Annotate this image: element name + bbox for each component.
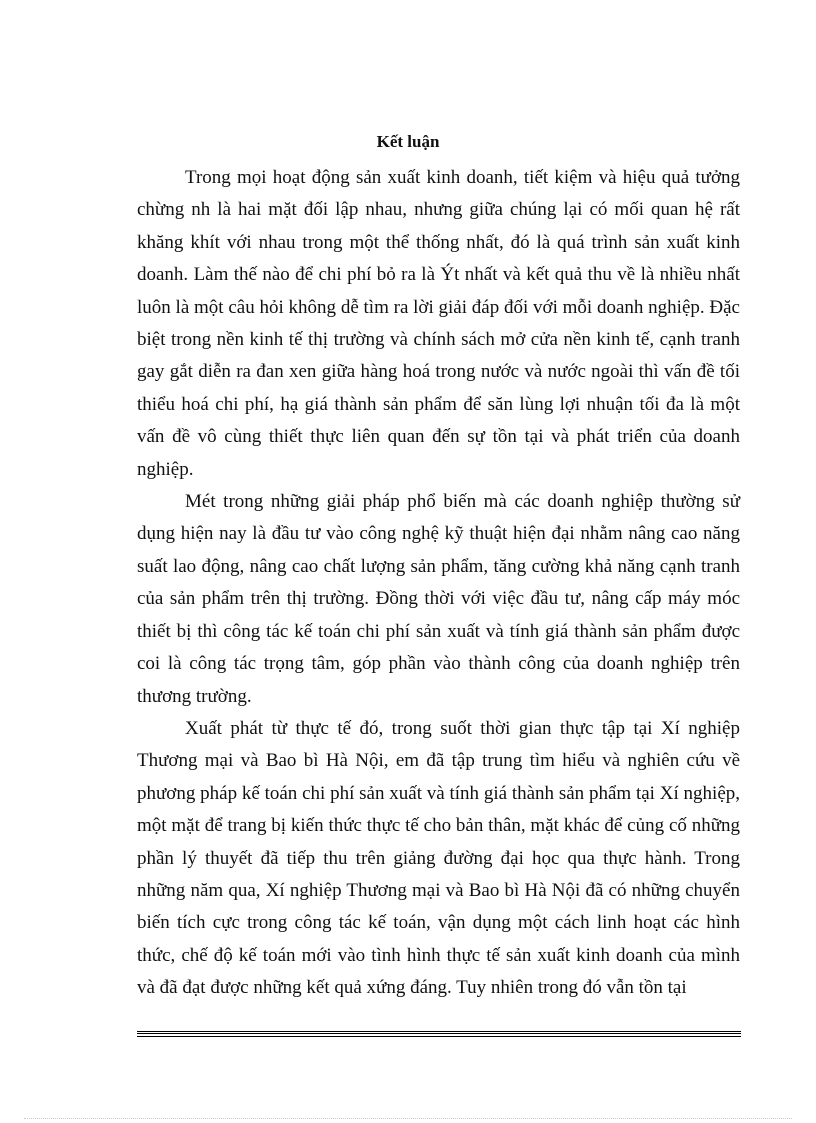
paragraph-1: Trong mọi hoạt động sản xuất kinh doanh, tiết kiệm và hiệu quả tưởng chừng nh là hai mặt đối lập nhau, nhưng giữa chúng lại có mối quan hệ rất khăng khít với nhau trong một thể thống nhất, đó là quá trình sản xuất kinh doanh. Làm thế nào để chi phí bỏ ra là Ýt nhất và kết quả thu về là nhiều nhất luôn là một câu hỏi không dễ tìm ra lời giải đáp đối với mỗi doanh nghiệp. Đặc biệt trong nền kinh tế thị trường và chính sách mở cửa nền kinh tế, cạnh tranh gay gắt diễn ra đan xen giữa hàng hoá trong nước và nước ngoài thì vấn đề tối thiểu hoá chi phí, hạ giá thành sản phẩm để săn lùng lợi nhuận tối đa là một vấn đề vô cùng thiết thực liên quan đến sự tồn tại và phát triển của doanh nghiệp. xyxy=(137,167,740,480)
paragraph-3: Xuất phát từ thực tế đó, trong suốt thời gian thực tập tại Xí nghiệp Thương mại và Bao bì Hà Nội, em đã tập trung tìm hiểu và nghiên cứu về phương pháp kế toán chi phí sản xuất và tính giá thành sản phẩm tại Xí nghiệp, một mặt để trang bị kiến thức thực tế cho bản thân, mặt khác để củng cố những phần lý thuyết đã tiếp thu trên giảng đường đại học qua thực hành. Trong những năm qua, Xí nghiệp Thương mại và Bao bì Hà Nội đã có những chuyển biến tích cực trong công tác kế toán, vận dụng một cách linh hoạt các hình thức, chế độ kế toán mới vào tình hình thực tế sản xuất kinh doanh của mình và đã đạt được những kết quả xứng đáng. Tuy nhiên trong đó vẫn tồn tại xyxy=(137,717,740,999)
paragraph-2: Mét trong những giải pháp phổ biến mà các doanh nghiệp thường sử dụng hiện nay là đầu tư vào công nghệ kỹ thuật hiện đại nhằm nâng cao năng suất lao động, nâng cao chất lượng sản phẩm, tăng cường khả năng cạnh tranh của sản phẩm trên thị trường. Đồng thời với việc đầu tư, nâng cấp máy móc thiết bị thì công tác kế toán chi phí sản xuất và tính giá thành sản phẩm được coi là công tác trọng tâm, góp phần vào thành công của doanh nghiệp trên thương trường. xyxy=(137,491,740,707)
body-text xyxy=(137,162,740,1005)
page-title: Kết luận xyxy=(376,132,440,151)
page-edge-divider xyxy=(24,1118,792,1119)
footer-divider xyxy=(137,1031,741,1037)
